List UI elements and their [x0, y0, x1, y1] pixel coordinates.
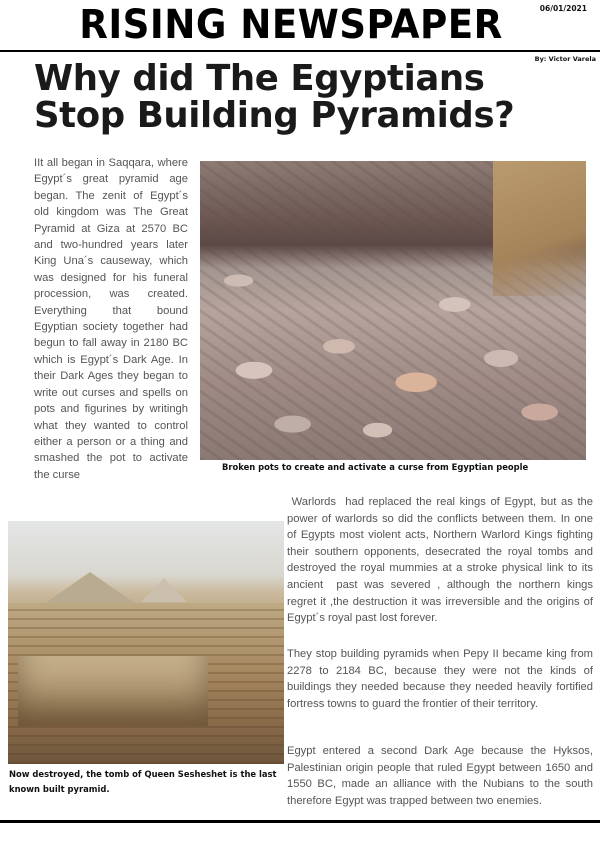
headline-line-1: Why did The Egyptians [34, 58, 485, 99]
intro-paragraph: IIt all began in Saqqara, where Egypt´s great pyramid age began. The zenit of Egypt´s old kingdom was The Great Pyramid at Giza at 2570 BC and two-hundred years later King Una´s causeway, which was designed for his funeral procession, was created. Everything that bound Egyptian society together had begun to fall away in 2180 BC which is Egypt´s Dark Age. In their Dark Ages they began to write out curses and spells on pots and figurines by writingh what they wanted to control either a person or a thing and smashed the pot to activate the curse [34, 157, 188, 481]
headline-line-2: Stop Building Pyramids? [34, 95, 515, 136]
issue-date: 06/01/2021 [539, 4, 587, 13]
author-byline: By: Victor Varela [534, 55, 596, 63]
pyramid-shape-small [141, 578, 187, 602]
tomb-photo-caption: Now destroyed, the tomb of Queen Sesheshet is the last known built pyramid. [9, 769, 277, 794]
masthead [0, 0, 600, 50]
article-headline [34, 60, 554, 134]
pyramid-ruins-photo [8, 521, 284, 764]
body-paragraph-warlords: Warlords had replaced the real kings of Egypt, but as the power of warlords so did the conflicts between them. In one of Egypts most violent acts, Northern Warlord Kings fighting their southern opponents, desecrated the royal tombs and destroyed the royal mummies at a stroke physical link to its ancient past was severed , although the northern kings regret it ,the destruction it was irreversible and the origins of Egypt´s royal past lost forever. [287, 496, 597, 625]
body-paragraph-pepy: They stop building pyramids when Pepy II became king from 2278 to 2184 BC, because they were not the kinds of buildings they needed because they needed heavily fortified fortress towns to guard the frontier of their territory. [287, 648, 593, 710]
newspaper-title: RISING NEWSPAPER [79, 2, 503, 48]
tomb-foundation-block [18, 656, 208, 726]
footer-divider [0, 820, 600, 823]
header-divider [0, 50, 600, 52]
broken-pottery-photo [200, 161, 586, 460]
body-paragraph-hyksos: Egypt entered a second Dark Age because the Hyksos, Palestinian origin people that ruled Egypt between 1650 and 1550 BC, made an alliance with the Nubians to the south therefore Egypt was trapped between two enemies. [287, 745, 593, 807]
pyramid-shape-large [44, 572, 136, 604]
pottery-photo-caption: Broken pots to create and activate a curse from Egyptian people [222, 462, 529, 472]
